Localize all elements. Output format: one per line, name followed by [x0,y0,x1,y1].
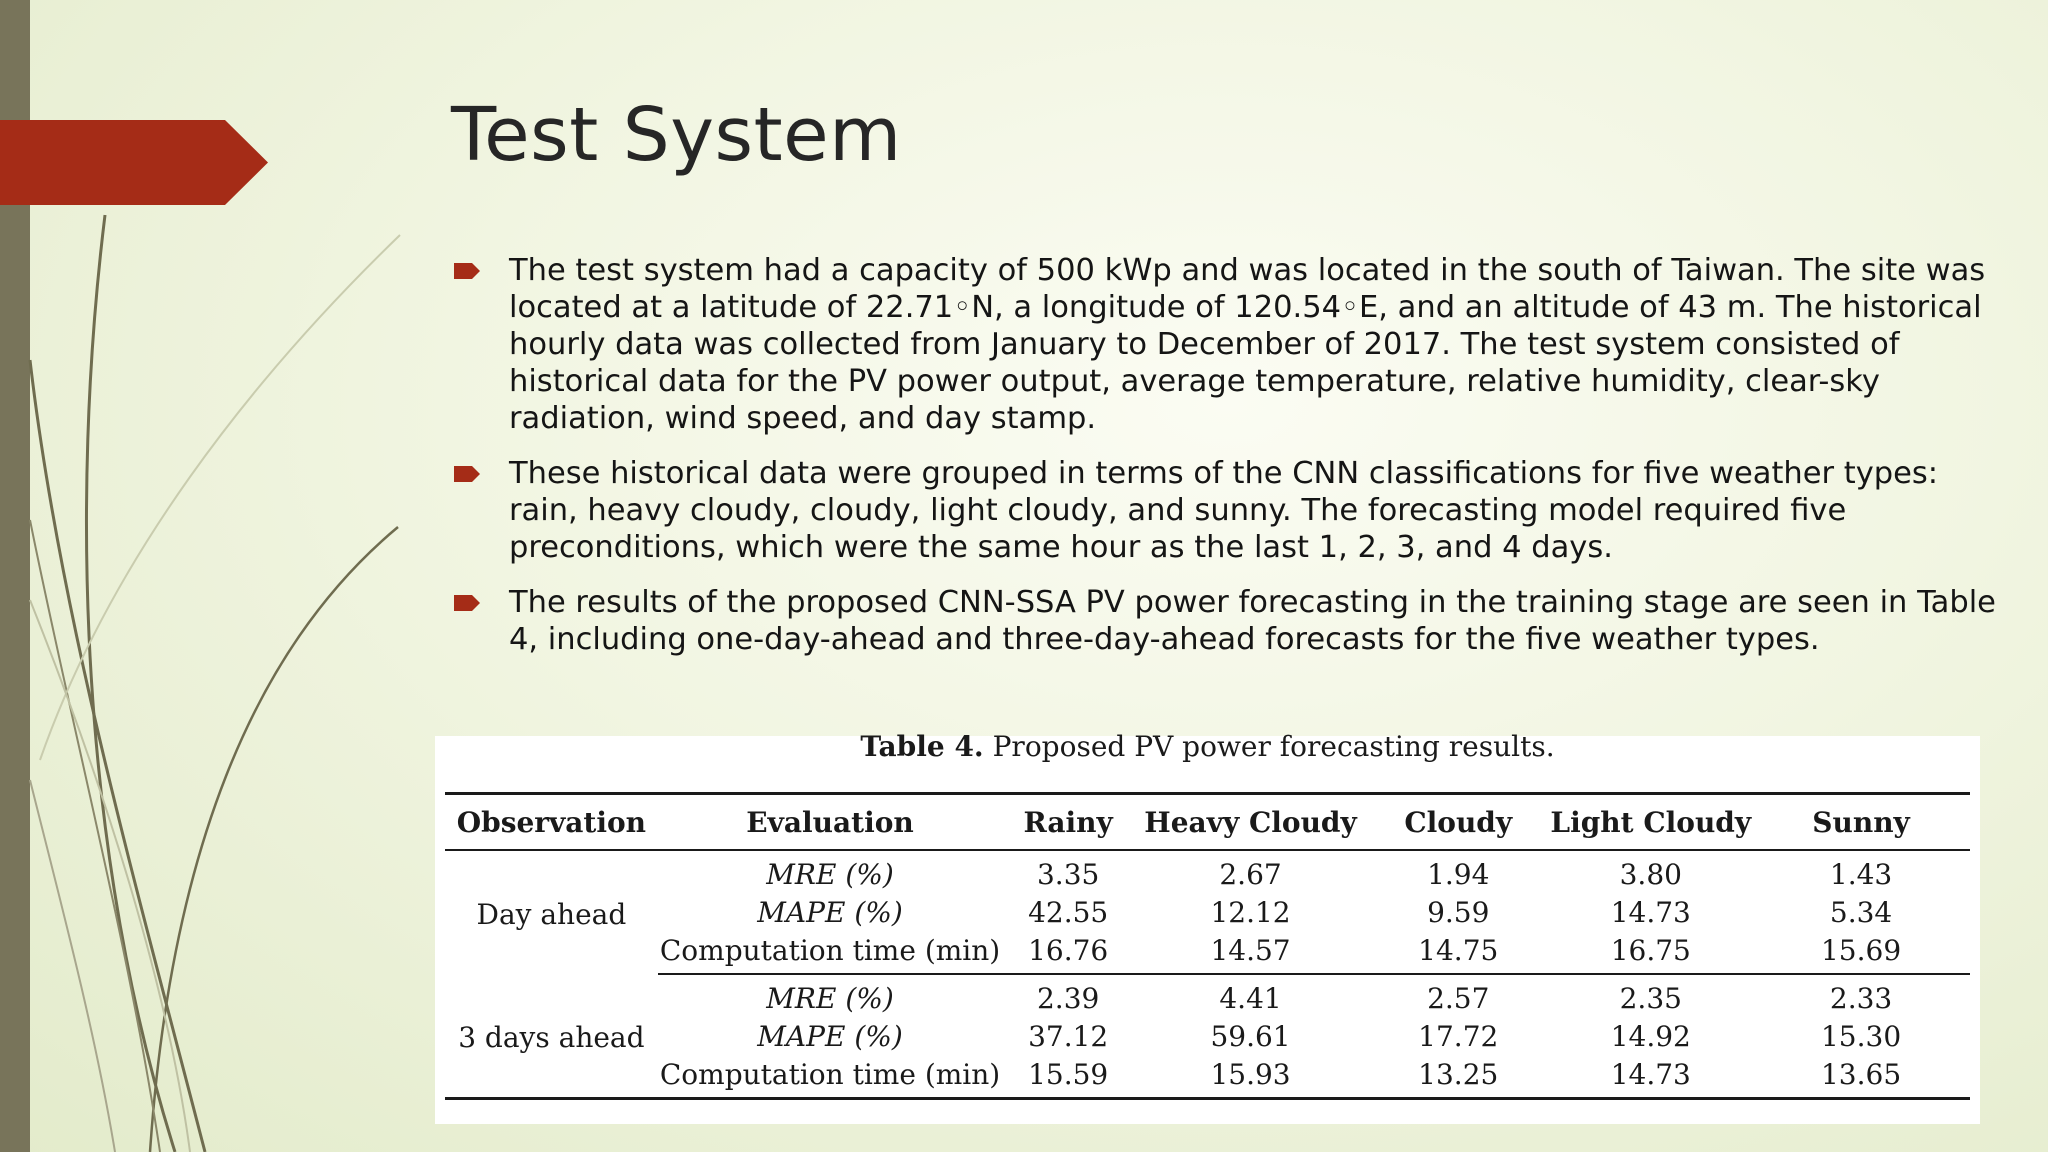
header-cloudy: Cloudy [1367,794,1549,851]
value-cell: 15.59 [1002,1055,1134,1099]
value-cell: 5.34 [1829,895,1893,929]
table-row [445,1055,1970,1099]
evaluation-cell: MAPE (%) [757,1019,903,1053]
bullet-arrow-icon [454,595,480,611]
bullet-item [450,455,2010,566]
table-row [445,850,1970,893]
table-caption [435,730,1980,763]
bullet-text: The test system had a capacity of 500 kWp and was located in the south of Taiwan. The site was located at a latitude of 22.71◦N, a longitude of 120.54◦E, and an altitude of 43 m. The historical hourly data was collected from January to December of 2017. The test system consisted of historical data for the PV power output, average temperature, relative humidity, clear-sky radiation, wind speed, and day stamp. [509,253,1986,436]
results-table [445,792,1970,1100]
table-row [445,893,1970,931]
table-caption-label: Table 4. [860,730,984,763]
value-cell: 2.39 [1036,981,1100,1015]
observation-cell: Day ahead [476,898,627,931]
deco-curve-4 [30,520,160,1152]
value-cell: 4.41 [1219,981,1282,1015]
value-cell: 1.94 [1427,857,1490,891]
evaluation-cell: MRE (%) [766,857,894,891]
bullet-item [450,252,2010,437]
header-heavy-cloudy: Heavy Cloudy [1134,794,1367,851]
value-cell: 14.57 [1134,931,1367,974]
value-cell: 17.72 [1418,1019,1499,1053]
value-cell: 14.92 [1610,1019,1691,1053]
deco-curve-3 [150,527,398,1152]
value-cell: 16.75 [1549,931,1752,974]
slide-title: Test System [451,92,902,178]
header-rainy: Rainy [1002,794,1134,851]
bullet-arrow-icon [454,466,480,482]
observation-cell: 3 days ahead [445,974,658,1099]
value-cell: 2.67 [1219,857,1282,891]
header-observation: Observation [445,794,658,851]
table-row [445,974,1970,1017]
bullet-item [450,584,2010,658]
evaluation-cell: Computation time (min) [658,1055,1003,1099]
value-cell: 16.76 [1002,931,1134,974]
value-cell: 13.65 [1752,1055,1970,1099]
value-cell: 15.93 [1134,1055,1367,1099]
table-caption-text: Proposed PV power forecasting results. [992,730,1555,763]
deco-curve-5 [30,780,115,1152]
value-cell: 12.12 [1210,895,1291,929]
value-cell: 14.73 [1549,1055,1752,1099]
value-cell: 15.69 [1752,931,1970,974]
value-cell: 2.57 [1427,981,1490,1015]
header-sunny: Sunny [1752,794,1970,851]
value-cell: 2.35 [1619,981,1682,1015]
bullet-text: The results of the proposed CNN-SSA PV power forecasting in the training stage are seen in Table 4, including one-day-ahead and three-day-ahead forecasts for the five weather types. [509,585,1996,657]
value-cell: 37.12 [1028,1019,1109,1053]
value-cell: 3.80 [1619,857,1682,891]
table-image-panel [435,730,1980,1124]
value-cell: 3.35 [1036,857,1100,891]
header-evaluation: Evaluation [658,794,1003,851]
header-light-cloudy: Light Cloudy [1549,794,1752,851]
value-cell: 14.75 [1367,931,1549,974]
value-cell: 13.25 [1367,1055,1549,1099]
evaluation-cell: MRE (%) [766,981,894,1015]
value-cell: 42.55 [1028,895,1109,929]
evaluation-cell: Computation time (min) [658,931,1003,974]
table-header-row [445,794,1970,851]
table-row [445,1017,1970,1055]
value-cell: 15.30 [1820,1019,1902,1053]
bullet-list [450,252,2010,676]
value-cell: 9.59 [1427,895,1490,929]
value-cell: 2.33 [1829,981,1893,1015]
bullet-arrow-icon [454,263,480,279]
value-cell: 14.73 [1610,895,1691,929]
evaluation-cell: MAPE (%) [757,895,903,929]
table-row [445,931,1970,974]
bullet-text: These historical data were grouped in terms of the CNN classifications for five weather types: rain, heavy cloudy, cloudy, light cloudy, and sunny. The forecasting model required five preconditions, which were the same hour as the last 1, 2, 3, and 4 days. [509,456,1939,565]
title-arrow-shape [0,120,268,205]
deco-curve-2 [30,360,205,1152]
value-cell: 59.61 [1210,1019,1291,1053]
value-cell: 1.43 [1829,857,1893,891]
deco-curve-1 [86,215,175,1152]
